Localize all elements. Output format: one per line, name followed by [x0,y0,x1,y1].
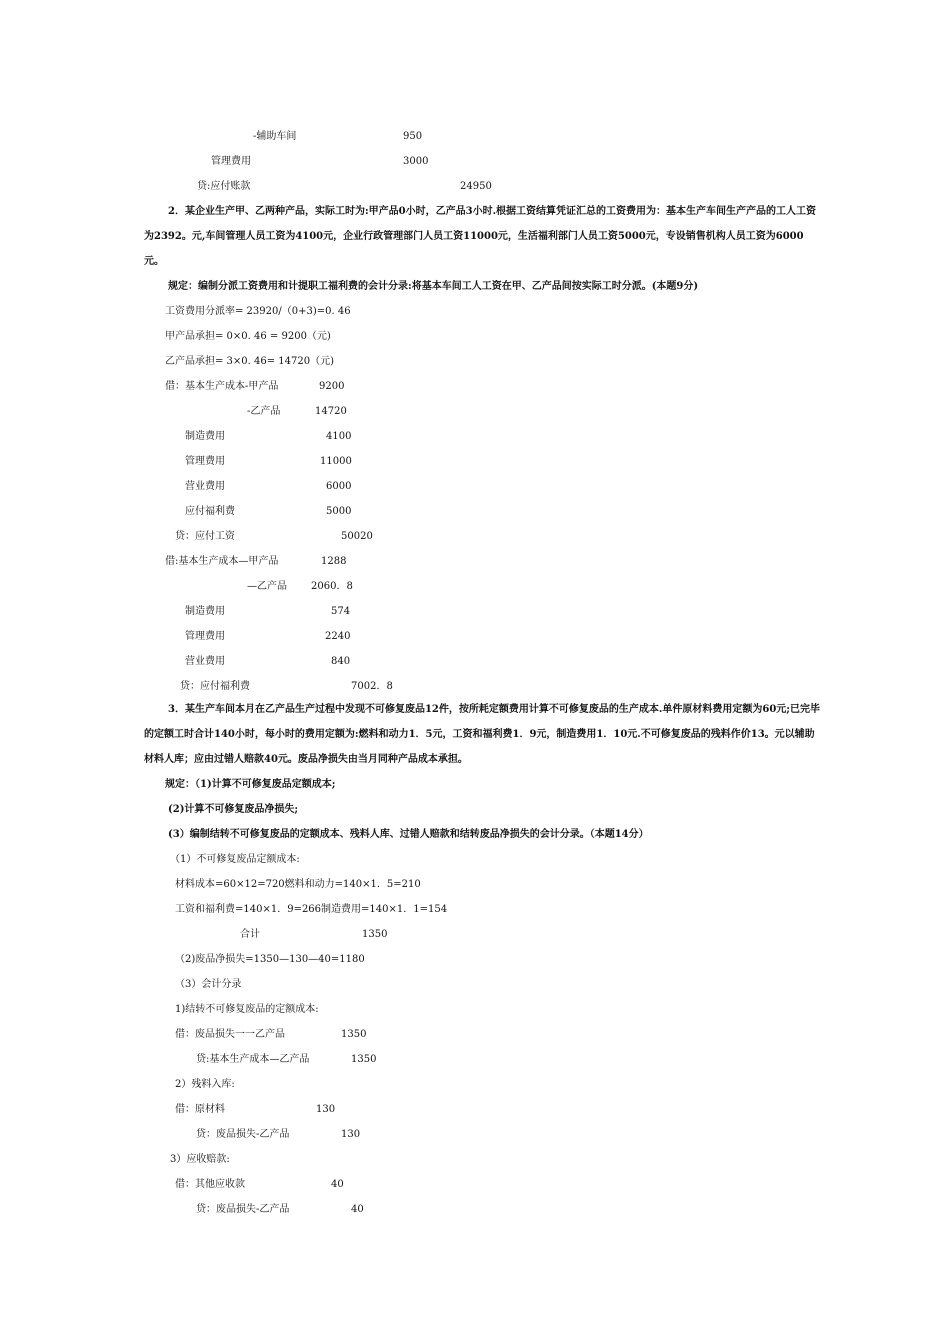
entry-line-label: 应付福利费 [185,506,235,517]
entry-line-label: 贷:基本生产成本—乙产品 [196,1054,310,1065]
calc-line: 工资费用分派率= 23920/（0+3)=0. 46 [165,306,351,317]
answer-heading: （1）不可修复废品定额成本: [170,854,300,865]
entry-line-label: 管理费用 [185,456,225,467]
entry-line-label: —乙产品 [247,581,287,592]
total-label: 合计 [240,929,260,940]
entry-line-label: 制造费用 [185,606,225,617]
entry-line-label: 借：基本生产成本-甲产品 [165,381,279,392]
entry-line-amount: 4100 [326,431,352,442]
entry-line-amount: 5000 [326,506,352,517]
answer-heading: （3）会计分录 [175,979,242,990]
entry-line-label: 管理费用 [185,631,225,642]
entry-line-amount: 2060．8 [311,581,353,592]
entry-line-amount: 40 [351,1204,364,1215]
question-2-requirement: 规定：编制分派工资费用和计提职工福利费的会计分录:将基本车间工人工资在甲、乙产品间按实际工时分派。(本题9分) [168,281,699,292]
entry-line-amount: 40 [331,1179,344,1190]
entry-line-amount: 11000 [320,456,352,467]
entry-line-amount: 7002．8 [351,681,393,692]
answer-heading: （2)废品净损失=1350—130—40=1180 [175,954,365,965]
entry-line-label: 贷:应付账款 [197,181,251,192]
entry-line-label: 贷：废品损失-乙产品 [196,1204,290,1215]
entry-line-label: 制造费用 [185,431,225,442]
calc-line: 工资和福利费=140×1．9=266制造费用=140×1．1=154 [175,904,448,915]
step-heading: 2）残料入库: [175,1079,235,1090]
entry-line-label: 贷：废品损失-乙产品 [196,1129,290,1140]
entry-line-amount: 130 [316,1104,336,1115]
question-3-requirement: (3）编制结转不可修复废品的定额成本、残料人库、过错人赔款和结转废品净损失的会计分录。（本题14分） [168,829,649,840]
calc-line: 材料成本=60×12=720燃料和动力=140×1．5=210 [175,879,421,890]
entry-line-label: -辅助车间 [253,131,297,142]
entry-line-amount: 130 [341,1129,361,1140]
total-amount: 1350 [362,929,388,940]
question-3-requirement: 规定：（1)计算不可修复废品定额成本; [165,779,336,790]
entry-line-amount: 1350 [351,1054,377,1065]
question-3-requirement: (2)计算不可修复废品净损失; [168,804,299,815]
calc-line: 甲产品承担= 0×0. 46 = 9200（元) [165,331,331,342]
entry-line-label: 管理费用 [211,156,251,167]
entry-line-amount: 840 [331,656,351,667]
entry-line-amount: 3000 [403,156,429,167]
question-3-text: 3．某生产车间本月在乙产品生产过程中发现不可修复废品12件，按所耗定额费用计算不可修复废品的生产成本.单件原材料费用定额为60元;已完毕的定额工时合计140小时，每小时的费用定额为:燃料和动力1．5元，工资和福利费1．9元，制造费用1．10元.不可修复废品的残料作价13。元以辅助材料人库；应由过错人赔款40元。废品净损失由当月同种产品成本承担。 [144,704,820,765]
step-heading: 1)结转不可修复废品的定额成本: [175,1004,319,1015]
entry-line-label: 借:基本生产成本—甲产品 [165,556,279,567]
entry-line-label: 借：原材料 [175,1104,225,1115]
entry-line-label: 借：其他应收款 [175,1179,245,1190]
step-heading: 3）应收赔款: [170,1154,230,1165]
entry-line-amount: 14720 [315,406,347,417]
entry-line-amount: 24950 [460,181,492,192]
entry-line-amount: 6000 [326,481,352,492]
entry-line-amount: 9200 [319,381,345,392]
entry-line-label: 借：废品损失一一乙产品 [175,1029,285,1040]
entry-line-label: -乙产品 [247,406,281,417]
entry-line-amount: 1350 [341,1029,367,1040]
entry-line-label: 贷：应付福利费 [180,681,250,692]
entry-line-amount: 50020 [341,531,373,542]
entry-line-amount: 950 [403,131,423,142]
calc-line: 乙产品承担= 3×0. 46= 14720（元) [165,356,335,367]
entry-line-label: 营业费用 [185,481,225,492]
entry-line-amount: 1288 [321,556,347,567]
entry-line-label: 贷：应付工资 [175,531,235,542]
entry-line-amount: 2240 [325,631,351,642]
question-2-text: 2．某企业生产甲、乙两种产品，实际工时为:甲产品0小时，乙产品3小时.根据工资结算凭证汇总的工资费用为：基本生产车间生产产品的工人工资为2392。元,车间管理人员工资为4100元，企业行政管理部门人员工资11000元，生活福利部门人员工资5000元，专设销售机构人员工资为6000元。 [144,206,817,267]
entry-line-amount: 574 [331,606,351,617]
entry-line-label: 营业费用 [185,656,225,667]
